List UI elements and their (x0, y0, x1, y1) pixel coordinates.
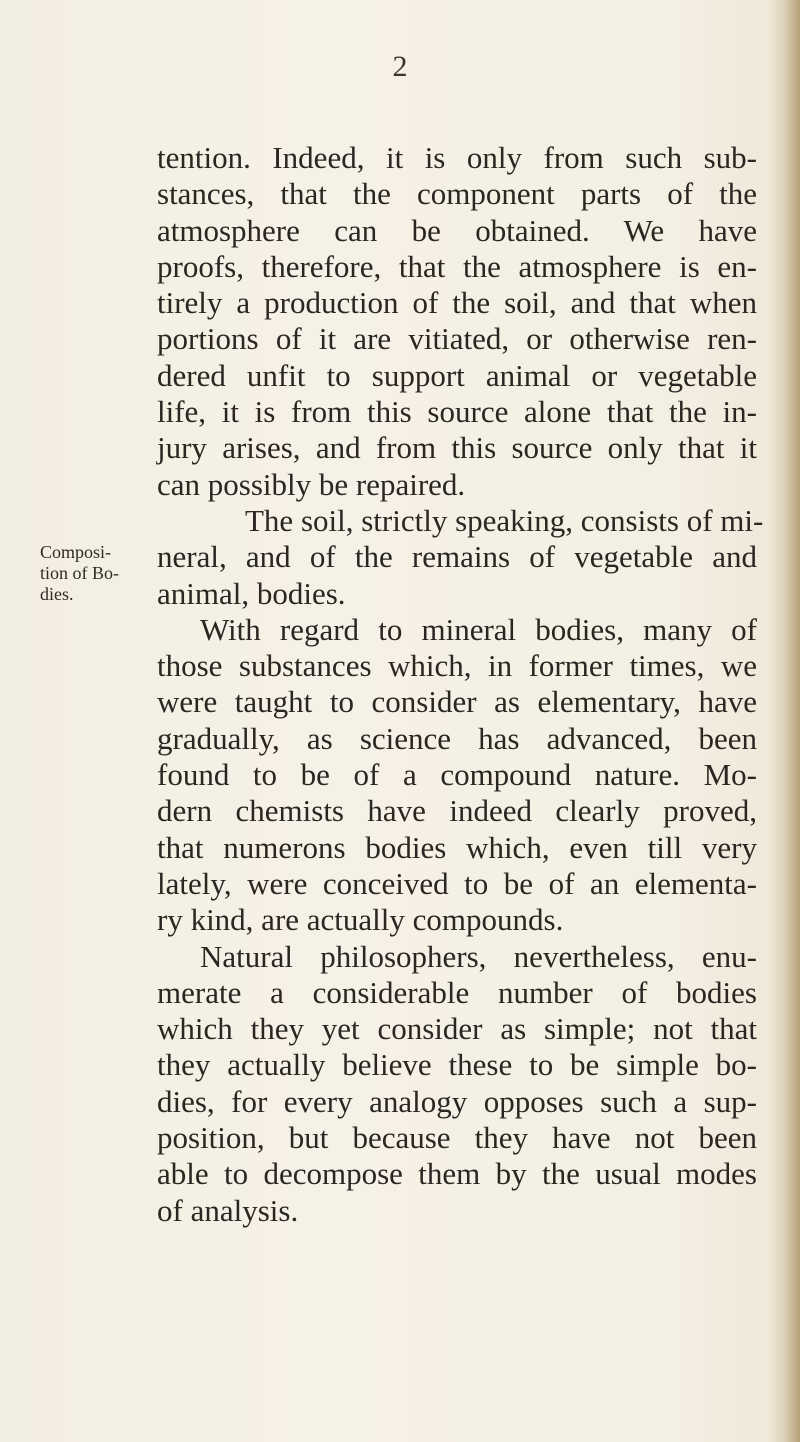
text-line: ry kind, are actually compounds. (157, 902, 564, 938)
text-line: which they yet consider as simple; not that (157, 1011, 757, 1047)
text-line: lately, were conceived to be of an elementa- (157, 865, 757, 901)
text-line: tirely a production of the soil, and that when (157, 285, 757, 321)
text-line: animal, bodies. (157, 575, 346, 611)
margin-note-line: dies. (40, 584, 74, 604)
text-line: that numerons bodies which, even till very (157, 829, 757, 865)
text-line: proofs, therefore, that the atmosphere is en- (157, 248, 757, 284)
margin-note (40, 542, 152, 605)
text-line: of analysis. (157, 1192, 299, 1228)
page-number: 2 (392, 50, 408, 83)
text-line: Natural philosophers, nevertheless, enu- (200, 938, 757, 974)
text-line: tention. Indeed, it is only from such sub- (157, 140, 757, 175)
page-edge-shadow (768, 0, 800, 1442)
text-line: merate a considerable number of bodies (157, 974, 757, 1010)
text-line: they actually believe these to be simple bo- (157, 1047, 757, 1083)
text-line: life, it is from this source alone that the in- (157, 394, 757, 430)
text-line: neral, and of the remains of vegetable and (157, 539, 757, 575)
text-line: The soil, strictly speaking, consists of mi- (245, 502, 764, 538)
text-line: able to decompose them by the usual modes (157, 1156, 757, 1192)
text-line: were taught to consider as elementary, have (157, 684, 757, 720)
text-line: found to be of a compound nature. Mo- (157, 757, 757, 793)
text-line: those substances which, in former times, we (157, 648, 757, 684)
margin-note-line: tion of Bo- (40, 563, 119, 583)
body-text (157, 140, 764, 1229)
text-line: portions of it are vitiated, or otherwise ren- (157, 321, 757, 357)
margin-note-line: Composi- (40, 542, 112, 562)
text-line: dies, for every analogy opposes such a sup- (157, 1083, 757, 1119)
text-line: can possibly be repaired. (157, 466, 466, 502)
text-line: With regard to mineral bodies, many of (200, 611, 757, 647)
text-line: stances, that the component parts of the (157, 176, 757, 212)
text-line: jury arises, and from this source only that it (157, 430, 757, 466)
text-line: dern chemists have indeed clearly proved, (157, 793, 757, 829)
text-line: gradually, as science has advanced, been (157, 720, 757, 756)
text-line: position, but because they have not been (157, 1120, 757, 1156)
text-line: atmosphere can be obtained. We have (157, 212, 757, 248)
text-line: dered unfit to support animal or vegetable (157, 357, 757, 393)
